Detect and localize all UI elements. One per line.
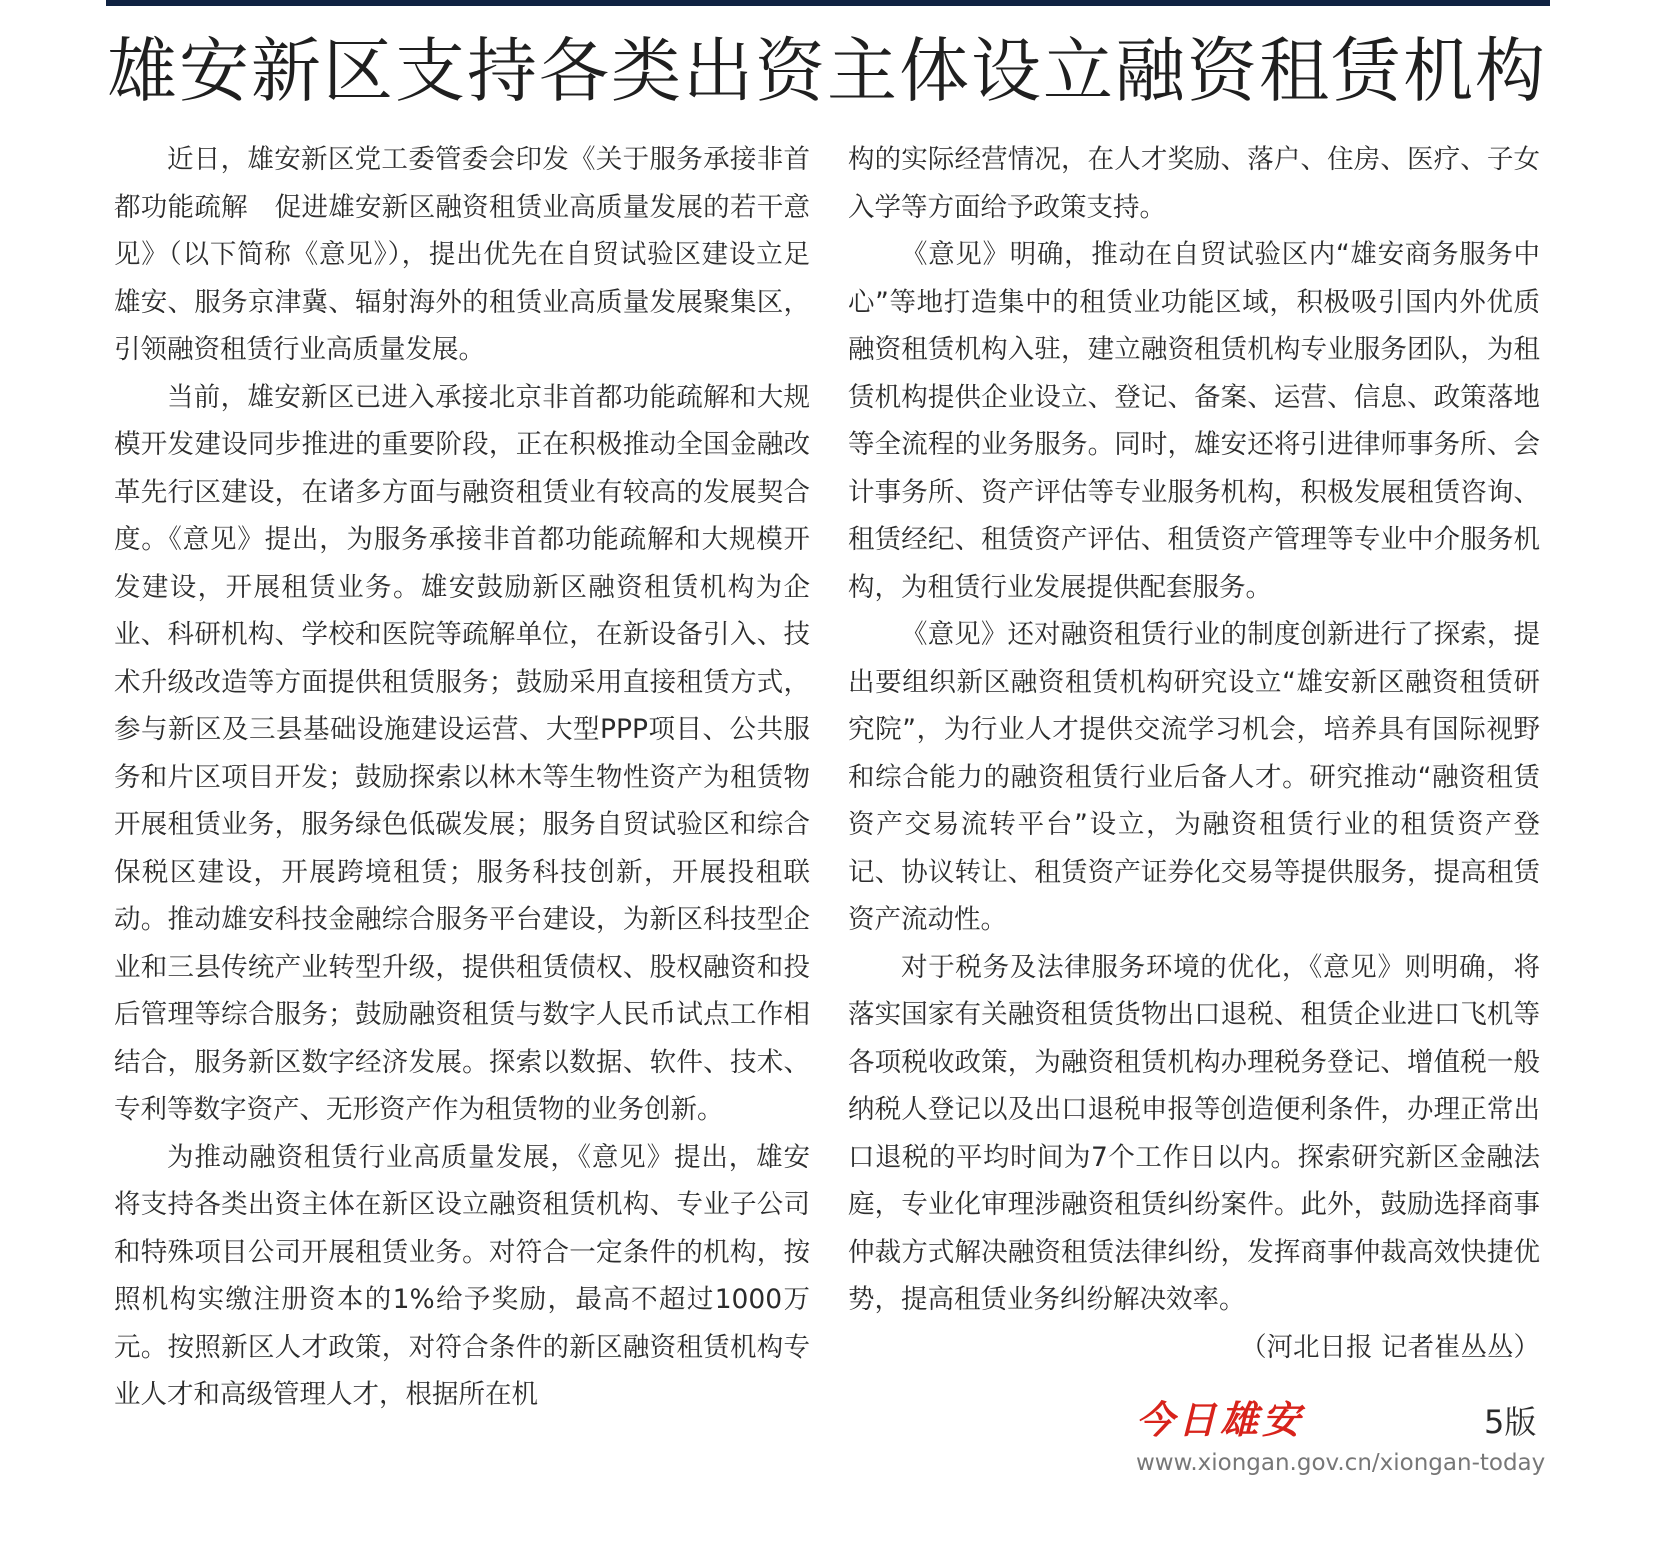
paragraph xyxy=(848,944,1540,1363)
paragraph: 《意见》明确，推动在自贸试验区内“雄安商务服务中心”等地打造集中的租赁业功能区域，积极吸引国内外优质融资租赁机构入驻，建立融资租赁机构专业服务团队，为租赁机构提供企业设立、登记、备案、运营、信息、政策落地等全流程的业务服务。同时，雄安还将引进律师事务所、会计事务所、资产评估等专业服务机构，积极发展租赁咨询、租赁经纪、租赁资产评估、租赁资产管理等专业中介服务机构，为租赁行业发展提供配套服务。 xyxy=(848,239,1540,603)
right-column xyxy=(848,136,1540,1371)
page-number: 5版 xyxy=(1484,1403,1537,1441)
left-column xyxy=(114,136,810,1419)
article-headline: 雄安新区支持各类出资主体设立融资租赁机构 xyxy=(107,30,1547,112)
top-rule xyxy=(106,0,1550,6)
paragraph-continuation: 构的实际经营情况，在人才奖励、落户、住房、医疗、子女入学等方面给予政策支持。 xyxy=(848,144,1540,223)
byline: （河北日报 记者崔丛丛） xyxy=(1240,1331,1540,1363)
paragraph: 当前，雄安新区已进入承接北京非首都功能疏解和大规模开发建设同步推进的重要阶段，正在积极推动全国金融改革先行区建设，在诸多方面与融资租赁业有较高的发展契合度。《意见》提出，为服务承接非首都功能疏解和大规模开发建设，开展租赁业务。雄安鼓励新区融资租赁机构为企业、科研机构、学校和医院等疏解单位，在新设备引入、技术升级改造等方面提供租赁服务；鼓励采用直接租赁方式，参与新区及三县基础设施建设运营、大型PPP项目、公共服务和片区项目开发；鼓励探索以林木等生物性资产为租赁物开展租赁业务，服务绿色低碳发展；服务自贸试验区和综合保税区建设，开展跨境租赁；服务科技创新，开展投租联动。推动雄安科技金融综合服务平台建设，为新区科技型企业和三县传统产业转型升级，提供租赁债权、股权融资和投后管理等综合服务；鼓励融资租赁与数字人民币试点工作相结合，服务新区数字经济发展。探索以数据、软件、技术、专利等数字资产、无形资产作为租赁物的业务创新。 xyxy=(114,381,810,1125)
publication-logo: 今日雄安 xyxy=(1136,1397,1305,1442)
paragraph: 近日，雄安新区党工委管委会印发《关于服务承接非首都功能疏解 促进雄安新区融资租赁业高质量发展的若干意见》（以下简称《意见》），提出优先在自贸试验区建设立足雄安、服务京津冀、辐射海外的租赁业高质量发展聚集区，引领融资租赁行业高质量发展。 xyxy=(114,144,810,365)
footer-url: www.xiongan.gov.cn/xiongan-today xyxy=(1136,1450,1546,1476)
paragraph: 为推动融资租赁行业高质量发展，《意见》提出，雄安将支持各类出资主体在新区设立融资租赁机构、专业子公司和特殊项目公司开展租赁业务。对符合一定条件的机构，按照机构实缴注册资本的1%给予奖励，最高不超过1000万元。按照新区人才政策，对符合条件的新区融资租赁机构专业人才和高级管理人才，根据所在机 xyxy=(114,1141,810,1410)
paragraph: 《意见》还对融资租赁行业的制度创新进行了探索，提出要组织新区融资租赁机构研究设立“雄安新区融资租赁研究院”，为行业人才提供交流学习机会，培养具有国际视野和综合能力的融资租赁行业后备人才。研究推动“融资租赁资产交易流转平台”设立，为融资租赁行业的租赁资产登记、协议转让、租赁资产证券化交易等提供服务，提高租赁资产流动性。 xyxy=(848,619,1540,935)
paragraph-text: 对于税务及法律服务环境的优化，《意见》则明确，将落实国家有关融资租赁货物出口退税、租赁企业进口飞机等各项税收政策，为融资租赁机构办理税务登记、增值税一般纳税人登记以及出口退税申报等创造便利条件，办理正常出口退税的平均时间为7个工作日以内。探索研究新区金融法庭，专业化审理涉融资租赁纠纷案件。此外，鼓励选择商事仲裁方式解决融资租赁法律纠纷，发挥商事仲裁高效快捷优势，提高租赁业务纠纷解决效率。 xyxy=(848,951,1540,1315)
